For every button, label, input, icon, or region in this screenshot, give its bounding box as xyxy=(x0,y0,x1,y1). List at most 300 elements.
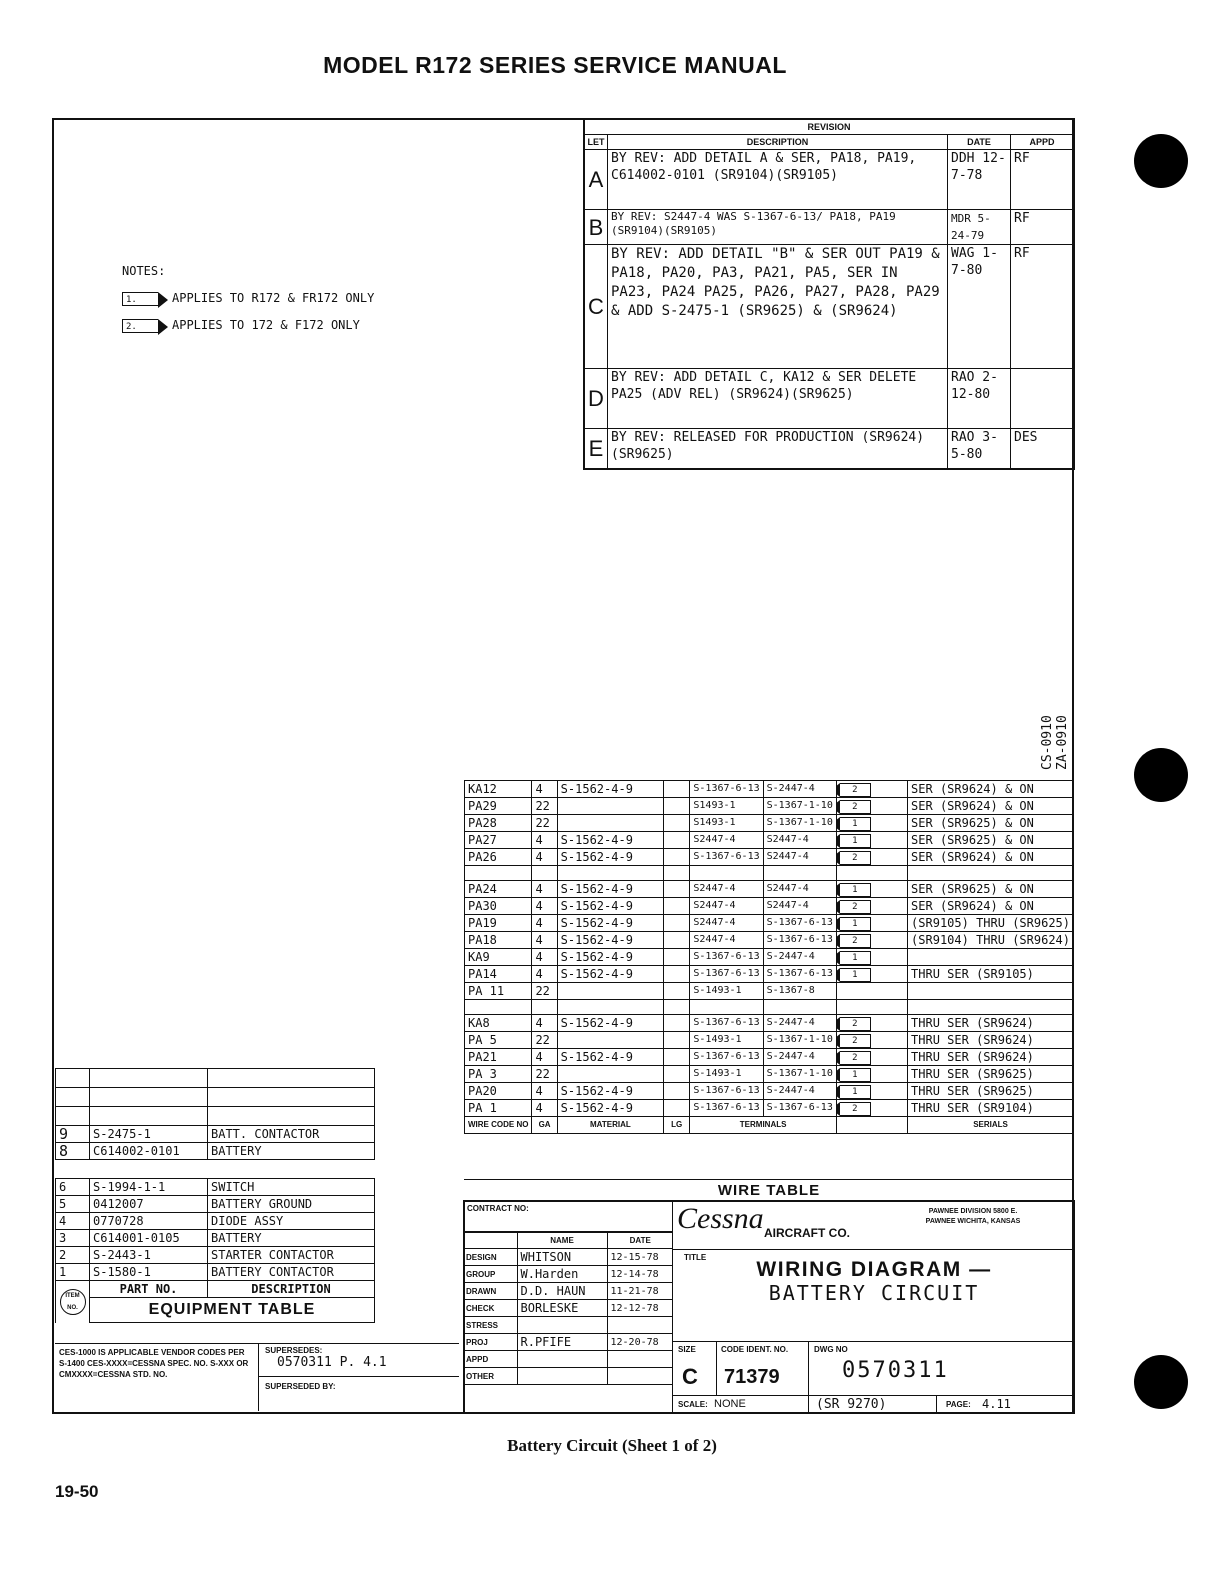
wire-col-serials: SERIALS xyxy=(908,1117,1074,1134)
signoff-table xyxy=(463,1232,673,1385)
wire-row xyxy=(465,849,1074,866)
signoff-row xyxy=(463,1334,673,1351)
wire-t1: S-1367-6-13 xyxy=(690,1049,763,1066)
wire-mat xyxy=(557,1066,663,1083)
wire-mat: S-1562-4-9 xyxy=(557,915,663,932)
wire-ser xyxy=(908,949,1074,966)
signoff-date xyxy=(607,1351,673,1368)
signoff-name xyxy=(517,1317,607,1334)
flag-note-icon: 1 xyxy=(840,951,871,965)
wire-lg xyxy=(664,932,690,949)
sr-value: (SR 9270) xyxy=(816,1397,887,1412)
note-item xyxy=(122,285,374,312)
flag-note-icon: 1. xyxy=(122,292,158,306)
wire-code: PA24 xyxy=(465,881,532,898)
wire-ga: 4 xyxy=(532,881,557,898)
supersedes-box xyxy=(259,1343,459,1377)
part-desc: BATTERY xyxy=(208,1143,375,1160)
signoff-role: PROJ xyxy=(463,1334,517,1351)
wire-t2 xyxy=(763,866,836,881)
flag-note-icon: 2 xyxy=(840,1051,871,1065)
wire-row xyxy=(465,881,1074,898)
signoff-date: 12-20-78 xyxy=(607,1334,673,1351)
wire-lg xyxy=(664,1066,690,1083)
revision-desc: BY REV: ADD DETAIL A & SER, PA18, PA19, C614002-0101 (SR9104)(SR9105) xyxy=(608,150,948,210)
wire-mat: S-1562-4-9 xyxy=(557,966,663,983)
wire-note xyxy=(836,1032,907,1049)
title-section xyxy=(673,1249,1075,1250)
wire-note xyxy=(836,781,907,798)
wire-t2: S-1367-6-13 xyxy=(763,932,836,949)
wire-mat: S-1562-4-9 xyxy=(557,1083,663,1100)
wire-ser xyxy=(908,983,1074,1000)
item-no-badge: ITEM NO. xyxy=(60,1289,86,1315)
wire-mat xyxy=(557,866,663,881)
revision-date: RAO 3-5-80 xyxy=(948,429,1011,469)
part-no: C614002-0101 xyxy=(90,1143,208,1160)
wire-row xyxy=(465,915,1074,932)
size-value: C xyxy=(682,1364,698,1389)
wire-mat xyxy=(557,798,663,815)
wire-ga: 22 xyxy=(532,1032,557,1049)
wire-ga: 4 xyxy=(532,966,557,983)
wire-lg xyxy=(664,1015,690,1032)
wire-ga xyxy=(532,1000,557,1015)
figure-caption: Battery Circuit (Sheet 1 of 2) xyxy=(507,1436,717,1455)
part-no: S-1580-1 xyxy=(90,1264,208,1281)
wire-t1: S-1493-1 xyxy=(690,1032,763,1049)
part-desc: BATTERY CONTACTOR xyxy=(208,1264,375,1281)
flag-note-icon: 2 xyxy=(840,900,871,914)
signoff-role: GROUP xyxy=(463,1266,517,1283)
revision-let: D xyxy=(584,369,608,429)
wire-row xyxy=(465,1083,1074,1100)
size-label: SIZE xyxy=(678,1345,696,1354)
notes-title: NOTES: xyxy=(122,264,166,278)
wire-col-note xyxy=(836,1117,907,1134)
drawing-title-line2: BATTERY CIRCUIT xyxy=(768,1281,980,1305)
part-no-header: PART NO. xyxy=(90,1281,208,1298)
contract-label: CONTRACT NO: xyxy=(463,1200,672,1232)
wire-ga: 22 xyxy=(532,815,557,832)
notes xyxy=(122,258,374,339)
wire-ga: 22 xyxy=(532,798,557,815)
wire-note xyxy=(836,1015,907,1032)
description-header: DESCRIPTION xyxy=(208,1281,375,1298)
wire-t2: S2447-4 xyxy=(763,898,836,915)
wire-lg xyxy=(664,866,690,881)
wire-t1: S-1367-6-13 xyxy=(690,949,763,966)
wire-row xyxy=(465,898,1074,915)
wire-code: KA8 xyxy=(465,1015,532,1032)
wire-row xyxy=(465,1066,1074,1083)
signoff-role: DRAWN xyxy=(463,1283,517,1300)
wire-ga: 4 xyxy=(532,1049,557,1066)
wire-note xyxy=(836,866,907,881)
signoff-row xyxy=(463,1317,673,1334)
wire-code: KA9 xyxy=(465,949,532,966)
wire-t2: S-1367-6-13 xyxy=(763,1100,836,1117)
wire-mat xyxy=(557,983,663,1000)
wire-t2: S-1367-1-10 xyxy=(763,1066,836,1083)
binder-hole-icon xyxy=(1134,1355,1188,1409)
wire-mat xyxy=(557,1000,663,1015)
equipment-row xyxy=(56,1196,375,1213)
wire-code: PA27 xyxy=(465,832,532,849)
item-no: 4 xyxy=(56,1213,90,1230)
part-desc: STARTER CONTACTOR xyxy=(208,1247,375,1264)
wire-code xyxy=(465,866,532,881)
part-no: S-2443-1 xyxy=(90,1247,208,1264)
item-no: 8 xyxy=(56,1143,90,1160)
wire-lg xyxy=(664,832,690,849)
wire-lg xyxy=(664,898,690,915)
equipment-table-title: EQUIPMENT TABLE xyxy=(90,1298,375,1323)
signoff-name xyxy=(517,1351,607,1368)
revision-title: REVISION xyxy=(584,119,1074,135)
signoff-row xyxy=(463,1300,673,1317)
wire-row xyxy=(465,1049,1074,1066)
wire-row xyxy=(465,932,1074,949)
wire-ser: THRU SER (SR9625) xyxy=(908,1066,1074,1083)
date-header: DATE xyxy=(607,1233,673,1249)
note-text: APPLIES TO 172 & F172 ONLY xyxy=(172,318,360,332)
revision-desc: BY REV: ADD DETAIL "B" & SER OUT PA19 & PA18, PA20, PA3, PA21, PA5, SER IN PA23, PA24 PA25, PA26, PA27, PA28, PA29 & ADD S-2475-1 (SR9625) & (SR9624) xyxy=(608,245,948,369)
wire-code: PA 5 xyxy=(465,1032,532,1049)
revision-let: E xyxy=(584,429,608,469)
wire-ser xyxy=(908,1000,1074,1015)
side-stamp: CS-0910 ZA-0910 xyxy=(1040,715,1070,770)
wire-lg xyxy=(664,1083,690,1100)
wire-table-title: WIRE TABLE xyxy=(464,1179,1074,1201)
wire-t2 xyxy=(763,1000,836,1015)
wire-lg xyxy=(664,1032,690,1049)
code-ident-label: CODE IDENT. NO. xyxy=(721,1345,789,1354)
wire-lg xyxy=(664,983,690,1000)
wire-t2: S2447-4 xyxy=(763,881,836,898)
wire-t2: S-2447-4 xyxy=(763,1015,836,1032)
wire-ga: 4 xyxy=(532,949,557,966)
wire-t2: S-1367-6-13 xyxy=(763,966,836,983)
wire-code: PA 11 xyxy=(465,983,532,1000)
revision-appd xyxy=(1011,369,1075,429)
revision-desc: BY REV: RELEASED FOR PRODUCTION (SR9624) (SR9625) xyxy=(608,429,948,469)
wire-note xyxy=(836,1049,907,1066)
binder-hole-icon xyxy=(1134,748,1188,802)
part-no: S-2475-1 xyxy=(90,1126,208,1143)
dwg-value: 0570311 xyxy=(842,1358,949,1383)
wire-code: PA29 xyxy=(465,798,532,815)
wire-table-header xyxy=(465,1117,1074,1134)
wire-note xyxy=(836,898,907,915)
wire-note xyxy=(836,1066,907,1083)
wire-lg xyxy=(664,1000,690,1015)
wire-mat: S-1562-4-9 xyxy=(557,1100,663,1117)
signoff-date: 12-12-78 xyxy=(607,1300,673,1317)
wire-row xyxy=(465,832,1074,849)
item-no: 5 xyxy=(56,1196,90,1213)
wire-code: PA26 xyxy=(465,849,532,866)
signoff-role: OTHER xyxy=(463,1368,517,1385)
part-desc: BATTERY xyxy=(208,1230,375,1247)
wire-table xyxy=(464,780,1074,1134)
revision-date: RAO 2-12-80 xyxy=(948,369,1011,429)
wire-note xyxy=(836,966,907,983)
signoff-role: CHECK xyxy=(463,1300,517,1317)
item-no: 2 xyxy=(56,1247,90,1264)
wire-t1: S2447-4 xyxy=(690,898,763,915)
signoff-name: R.PFIFE xyxy=(517,1334,607,1351)
drawing-title-line1: WIRING DIAGRAM — xyxy=(756,1258,992,1281)
wire-mat: S-1562-4-9 xyxy=(557,849,663,866)
ces-note: CES-1000 IS APPLICABLE VENDOR CODES PER S-1400 CES-XXXX=CESSNA SPEC. NO. S-XXX OR CMXXXX=CESSNA STD. NO. xyxy=(55,1343,259,1411)
note-item xyxy=(122,312,374,339)
wire-ga: 4 xyxy=(532,932,557,949)
wire-t1: S-1367-6-13 xyxy=(690,781,763,798)
part-desc: DIODE ASSY xyxy=(208,1213,375,1230)
wire-t1: S-1367-6-13 xyxy=(690,1100,763,1117)
wire-note xyxy=(836,949,907,966)
wire-lg xyxy=(664,966,690,983)
wire-ser xyxy=(908,866,1074,881)
flag-note-icon: 2 xyxy=(840,934,871,948)
wire-lg xyxy=(664,949,690,966)
wire-row xyxy=(465,983,1074,1000)
wire-code: PA 1 xyxy=(465,1100,532,1117)
wire-lg xyxy=(664,798,690,815)
wire-note xyxy=(836,881,907,898)
wire-ga xyxy=(532,866,557,881)
wire-row xyxy=(465,781,1074,798)
equipment-row xyxy=(56,1230,375,1247)
note-text: APPLIES TO R172 & FR172 ONLY xyxy=(172,291,375,305)
wire-note xyxy=(836,798,907,815)
wire-lg xyxy=(664,1049,690,1066)
revision-let: A xyxy=(584,150,608,210)
wire-ga: 4 xyxy=(532,1100,557,1117)
wire-mat xyxy=(557,1032,663,1049)
wire-row-blank xyxy=(465,866,1074,881)
superseded-by-label: SUPERSEDED BY: xyxy=(265,1382,336,1391)
wire-t1: S2447-4 xyxy=(690,932,763,949)
equipment-row xyxy=(56,1179,375,1196)
wire-t2: S2447-4 xyxy=(763,832,836,849)
part-desc: SWITCH xyxy=(208,1179,375,1196)
revision-date: MDR 5-24-79 xyxy=(948,210,1011,245)
signoff-name: WHITSON xyxy=(517,1249,607,1266)
wire-ga: 22 xyxy=(532,983,557,1000)
signoff-date: 12-15-78 xyxy=(607,1249,673,1266)
item-no: 6 xyxy=(56,1179,90,1196)
wire-ga: 4 xyxy=(532,1083,557,1100)
revision-desc: BY REV: ADD DETAIL C, KA12 & SER DELETE PA25 (ADV REL) (SR9624)(SR9625) xyxy=(608,369,948,429)
wire-lg xyxy=(664,881,690,898)
signoff-date: 12-14-78 xyxy=(607,1266,673,1283)
wire-ser: THRU SER (SR9105) xyxy=(908,966,1074,983)
signoff-block xyxy=(463,1200,673,1414)
item-no: 3 xyxy=(56,1230,90,1247)
signoff-name: D.D. HAUN xyxy=(517,1283,607,1300)
wire-row xyxy=(465,798,1074,815)
revision-date: WAG 1-7-80 xyxy=(948,245,1011,369)
revision-desc: BY REV: S2447-4 WAS S-1367-6-13/ PA18, PA19 (SR9104)(SR9105) xyxy=(608,210,948,245)
wire-t2: S-2447-4 xyxy=(763,1049,836,1066)
item-no: 1 xyxy=(56,1264,90,1281)
wire-row xyxy=(465,966,1074,983)
cessna-logo: Cessna xyxy=(677,1202,764,1235)
revision-col-date: DATE xyxy=(948,135,1011,150)
revision-let: B xyxy=(584,210,608,245)
flag-note-icon: 2 xyxy=(840,1102,871,1116)
wire-mat: S-1562-4-9 xyxy=(557,781,663,798)
wire-mat: S-1562-4-9 xyxy=(557,832,663,849)
signoff-date: 11-21-78 xyxy=(607,1283,673,1300)
wire-ser: THRU SER (SR9625) xyxy=(908,1083,1074,1100)
page-label: PAGE: xyxy=(946,1400,971,1409)
wire-ga: 4 xyxy=(532,1015,557,1032)
wire-ga: 4 xyxy=(532,832,557,849)
wire-mat xyxy=(557,815,663,832)
wire-ser: (SR9104) THRU (SR9624) xyxy=(908,932,1074,949)
part-no: 0770728 xyxy=(90,1213,208,1230)
wire-note xyxy=(836,849,907,866)
supersedes-label: SUPERSEDES: xyxy=(265,1346,323,1355)
wire-t2: S-1367-1-10 xyxy=(763,798,836,815)
wire-code: PA18 xyxy=(465,932,532,949)
wire-code: PA21 xyxy=(465,1049,532,1066)
wire-t1 xyxy=(690,1000,763,1015)
revision-col-appd: APPD xyxy=(1011,135,1075,150)
flag-note-icon: 1 xyxy=(840,1068,871,1082)
wire-ser: SER (SR9625) & ON xyxy=(908,815,1074,832)
wire-ga: 4 xyxy=(532,849,557,866)
signoff-name xyxy=(517,1368,607,1385)
signoff-role: DESIGN xyxy=(463,1249,517,1266)
wire-t1: S2447-4 xyxy=(690,915,763,932)
wire-col-ga: GA xyxy=(532,1117,557,1134)
wire-col-lg: LG xyxy=(664,1117,690,1134)
wire-ser: SER (SR9624) & ON xyxy=(908,898,1074,915)
dwg-label: DWG NO xyxy=(814,1345,848,1354)
wire-mat: S-1562-4-9 xyxy=(557,932,663,949)
wire-row xyxy=(465,1015,1074,1032)
wire-ser: THRU SER (SR9624) xyxy=(908,1015,1074,1032)
page-value: 4.11 xyxy=(982,1397,1011,1411)
flag-note-icon: 2 xyxy=(840,783,871,797)
wire-code: PA30 xyxy=(465,898,532,915)
wire-ser: SER (SR9624) & ON xyxy=(908,798,1074,815)
wire-ser: (SR9105) THRU (SR9625) xyxy=(908,915,1074,932)
binder-hole-icon xyxy=(1134,134,1188,188)
part-no: S-1994-1-1 xyxy=(90,1179,208,1196)
wire-lg xyxy=(664,815,690,832)
signoff-role: STRESS xyxy=(463,1317,517,1334)
flag-note-icon: 1 xyxy=(840,968,871,982)
wire-note xyxy=(836,915,907,932)
name-header: NAME xyxy=(517,1233,607,1249)
flag-note-icon: 1 xyxy=(840,817,871,831)
wire-mat: S-1562-4-9 xyxy=(557,1049,663,1066)
wire-t2: S-2447-4 xyxy=(763,949,836,966)
wire-ser: SER (SR9625) & ON xyxy=(908,832,1074,849)
flag-note-icon: 1 xyxy=(840,1085,871,1099)
wire-t1: S-1367-6-13 xyxy=(690,849,763,866)
part-desc: BATTERY GROUND xyxy=(208,1196,375,1213)
wire-mat: S-1562-4-9 xyxy=(557,1015,663,1032)
wire-t1 xyxy=(690,866,763,881)
division-address: PAWNEE DIVISION 5800 E. PAWNEE WICHITA, KANSAS xyxy=(925,1208,1021,1225)
wire-t1: S2447-4 xyxy=(690,881,763,898)
signoff-row xyxy=(463,1249,673,1266)
signoff-row xyxy=(463,1351,673,1368)
part-no: C614001-0105 xyxy=(90,1230,208,1247)
part-desc: BATT. CONTACTOR xyxy=(208,1126,375,1143)
wire-code: PA14 xyxy=(465,966,532,983)
equipment-table xyxy=(55,1068,375,1323)
wire-lg xyxy=(664,781,690,798)
wire-t1: S-1493-1 xyxy=(690,1066,763,1083)
scale-value: NONE xyxy=(714,1398,746,1410)
wire-row-blank xyxy=(465,1000,1074,1015)
revision-appd: DES xyxy=(1011,429,1075,469)
supersedes-value: 0570311 P. 4.1 xyxy=(277,1355,387,1370)
revision-let: C xyxy=(584,245,608,369)
item-no: 9 xyxy=(56,1126,90,1143)
wire-note xyxy=(836,1083,907,1100)
equipment-row xyxy=(56,1247,375,1264)
wire-t1: S2447-4 xyxy=(690,832,763,849)
wire-mat: S-1562-4-9 xyxy=(557,949,663,966)
revision-col-desc: DESCRIPTION xyxy=(608,135,948,150)
wire-ser: SER (SR9625) & ON xyxy=(908,881,1074,898)
flag-note-icon: 2 xyxy=(840,851,871,865)
code-ident-value: 71379 xyxy=(724,1366,780,1388)
company-suffix: AIRCRAFT CO. xyxy=(764,1226,850,1240)
wire-row xyxy=(465,1100,1074,1117)
scale-label: SCALE: xyxy=(678,1400,708,1409)
wire-code: PA28 xyxy=(465,815,532,832)
part-no: 0412007 xyxy=(90,1196,208,1213)
flag-note-icon: 2. xyxy=(122,319,158,333)
wire-row xyxy=(465,1032,1074,1049)
revision-appd: RF xyxy=(1011,210,1075,245)
equipment-row xyxy=(56,1143,375,1160)
signoff-row xyxy=(463,1266,673,1283)
wire-t1: S-1367-6-13 xyxy=(690,966,763,983)
page-number: 19-50 xyxy=(55,1482,99,1501)
signoff-row xyxy=(463,1283,673,1300)
wire-t2: S-1367-6-13 xyxy=(763,915,836,932)
wire-t1: S1493-1 xyxy=(690,798,763,815)
equipment-row xyxy=(56,1126,375,1143)
equipment-row xyxy=(56,1213,375,1230)
revision-table xyxy=(583,118,1075,470)
flag-note-icon: 1 xyxy=(840,883,871,897)
wire-ser: SER (SR9624) & ON xyxy=(908,781,1074,798)
signoff-name: BORLESKE xyxy=(517,1300,607,1317)
signoff-row xyxy=(463,1368,673,1385)
wire-ga: 4 xyxy=(532,915,557,932)
wire-ser: THRU SER (SR9624) xyxy=(908,1049,1074,1066)
wire-t2: S-1367-8 xyxy=(763,983,836,1000)
flag-note-icon: 1 xyxy=(840,917,871,931)
wire-note xyxy=(836,1000,907,1015)
wire-t1: S1493-1 xyxy=(690,815,763,832)
flag-note-icon: 2 xyxy=(840,800,871,814)
wire-code: KA12 xyxy=(465,781,532,798)
wire-col-terminals: TERMINALS xyxy=(690,1117,836,1134)
wire-note xyxy=(836,815,907,832)
